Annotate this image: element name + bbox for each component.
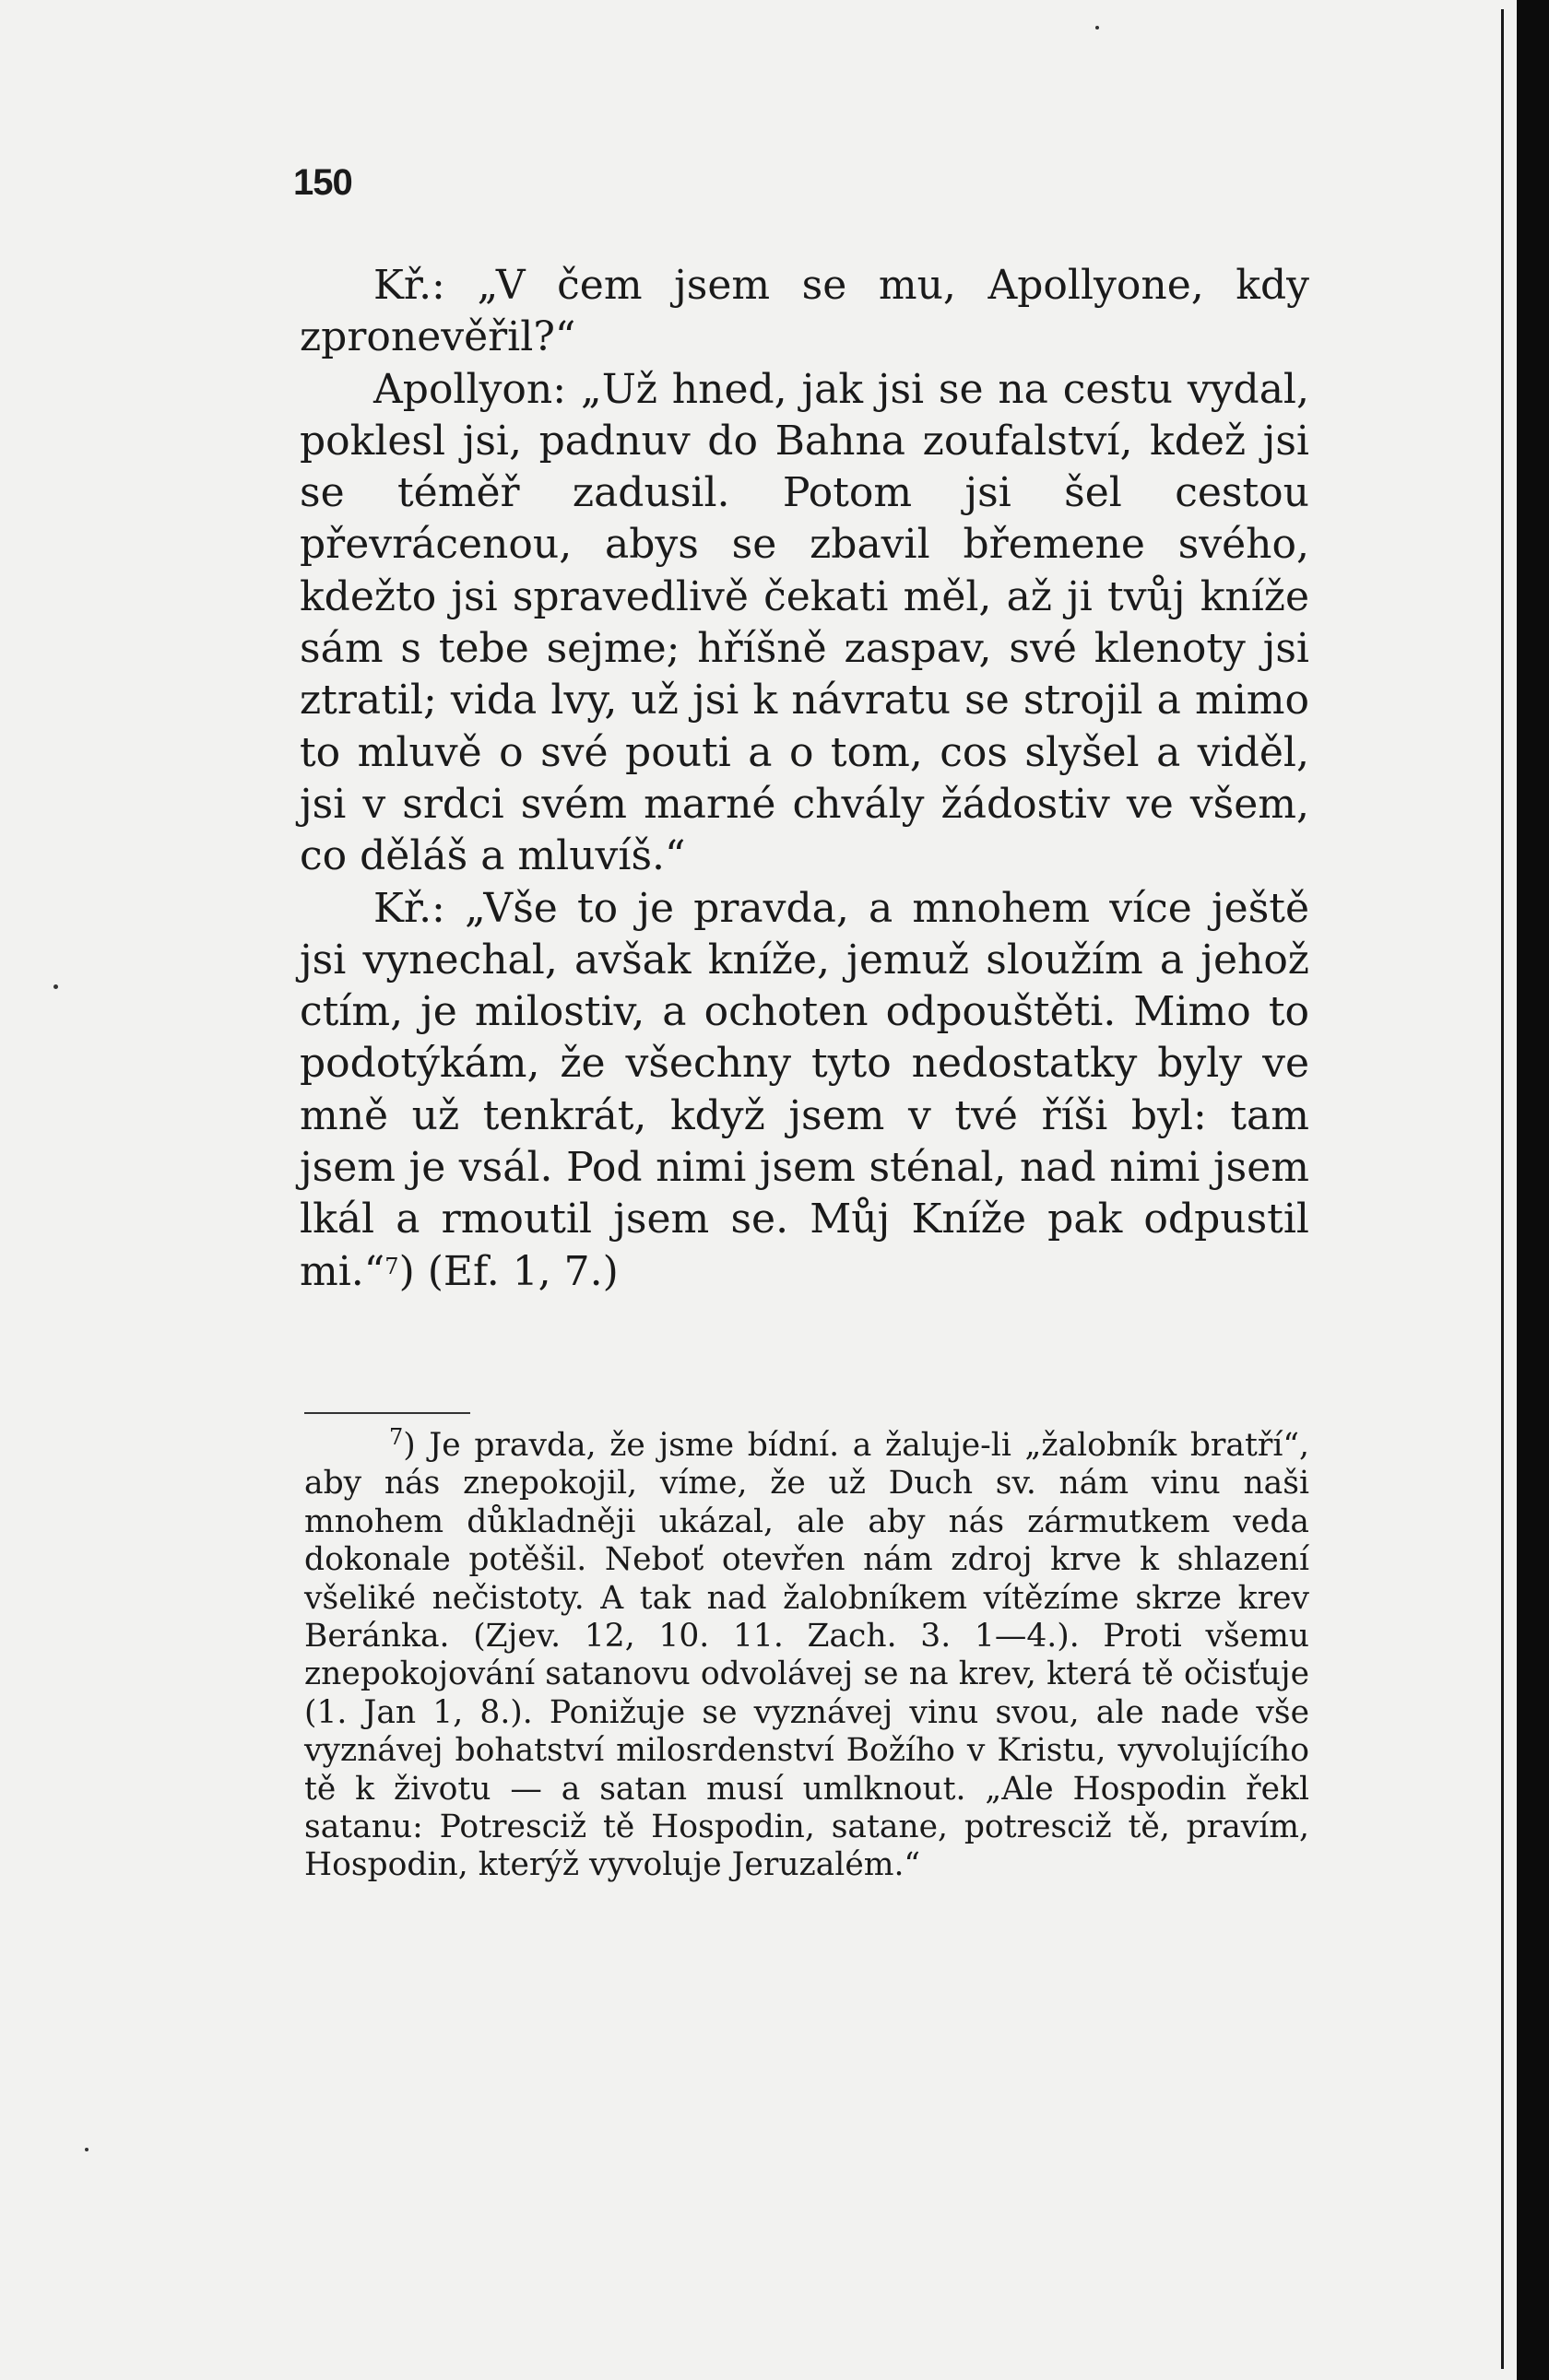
footnote-marker: 7 (389, 1424, 404, 1450)
paragraph-1: Kř.: „V čem jsem se mu, Apollyone, kdy zpronevěřil?“ (300, 262, 1309, 361)
main-text (300, 260, 1309, 1298)
footnote-paragraph (304, 1424, 1309, 1885)
page-edge-line (1501, 9, 1504, 2369)
footnote-reference-marker: 7 (384, 1253, 399, 1279)
paper-speck (1095, 26, 1099, 29)
scripture-reference: ) (Ef. 1, 7.) (398, 1247, 619, 1295)
footnote-separator (304, 1412, 470, 1414)
paragraph-3 (300, 883, 1309, 1298)
paragraph-2: Apollyon: „Už hned, jak jsi se na cestu vydal, poklesl jsi, padnuv do Bahna zoufalství, kdež jsi se téměř zadusil. Potom jsi šel cestou převrácenou, abys se zbavil břemene svého, kdežto jsi spravedlivě čekati měl, až ji tvůj kníže sám s tebe sejme; hříšně zaspav, své klenoty jsi ztratil; vida lvy, už jsi k návratu se strojil a mimo to mluvě o své pouti a o tom, cos slyšel a viděl, jsi v srdci svém marné chvály žádostiv ve všem, co děláš a mluvíš.“ (300, 365, 1309, 880)
scan-border (1517, 0, 1549, 2380)
footnote-text: ) Je pravda, že jsme bídní. a žaluje-li „žalobník bratří“, aby nás znepokojil, víme, že už Duch sv. nám vinu naši mnohem důkladněji ukázal, ale aby nás zármutkem veda dokonale potěšil. Neboť otevřen nám zdroj krve k shlazení všeliké nečistoty. A tak nad žalobníkem vítězíme skrze krev Beránka. (Zjev. 12, 10. 11. Zach. 3. 1—4.). Proti všemu znepokojování satanovu odvolávej se na krev, která tě očisťuje (1. Jan 1, 8.). Ponižuje se vyznávej vinu svou, ale nade vše vyznávej bohatství milosrdenství Božího v Kristu, vyvolujícího tě k životu — a satan musí umlknout. „Ale Hospodin řekl satanu: Potresciž tě Hospodin, satane, potresciž tě, pravím, Hospodin, kterýž vyvoluje Jeruzalém.“ (304, 1427, 1309, 1884)
page-number: 150 (293, 162, 352, 203)
paper-speck (53, 984, 58, 989)
paragraph-3-text: Kř.: „Vše to je pravda, a mnohem více ještě jsi vynechal, avšak kníže, jemuž sloužím a jehož ctím, je milostiv, a ochoten odpouštěti. Mimo to podotýkám, že všechny tyto nedostatky byly ve mně už tenkrát, když jsem v tvé říši byl: tam jsem je vsál. Pod nimi jsem sténal, nad nimi jsem lkál a rmoutil jsem se. Můj Kníže pak odpustil mi.“ (300, 884, 1309, 1295)
footnote (304, 1424, 1309, 1885)
paper-speck (85, 2148, 89, 2151)
